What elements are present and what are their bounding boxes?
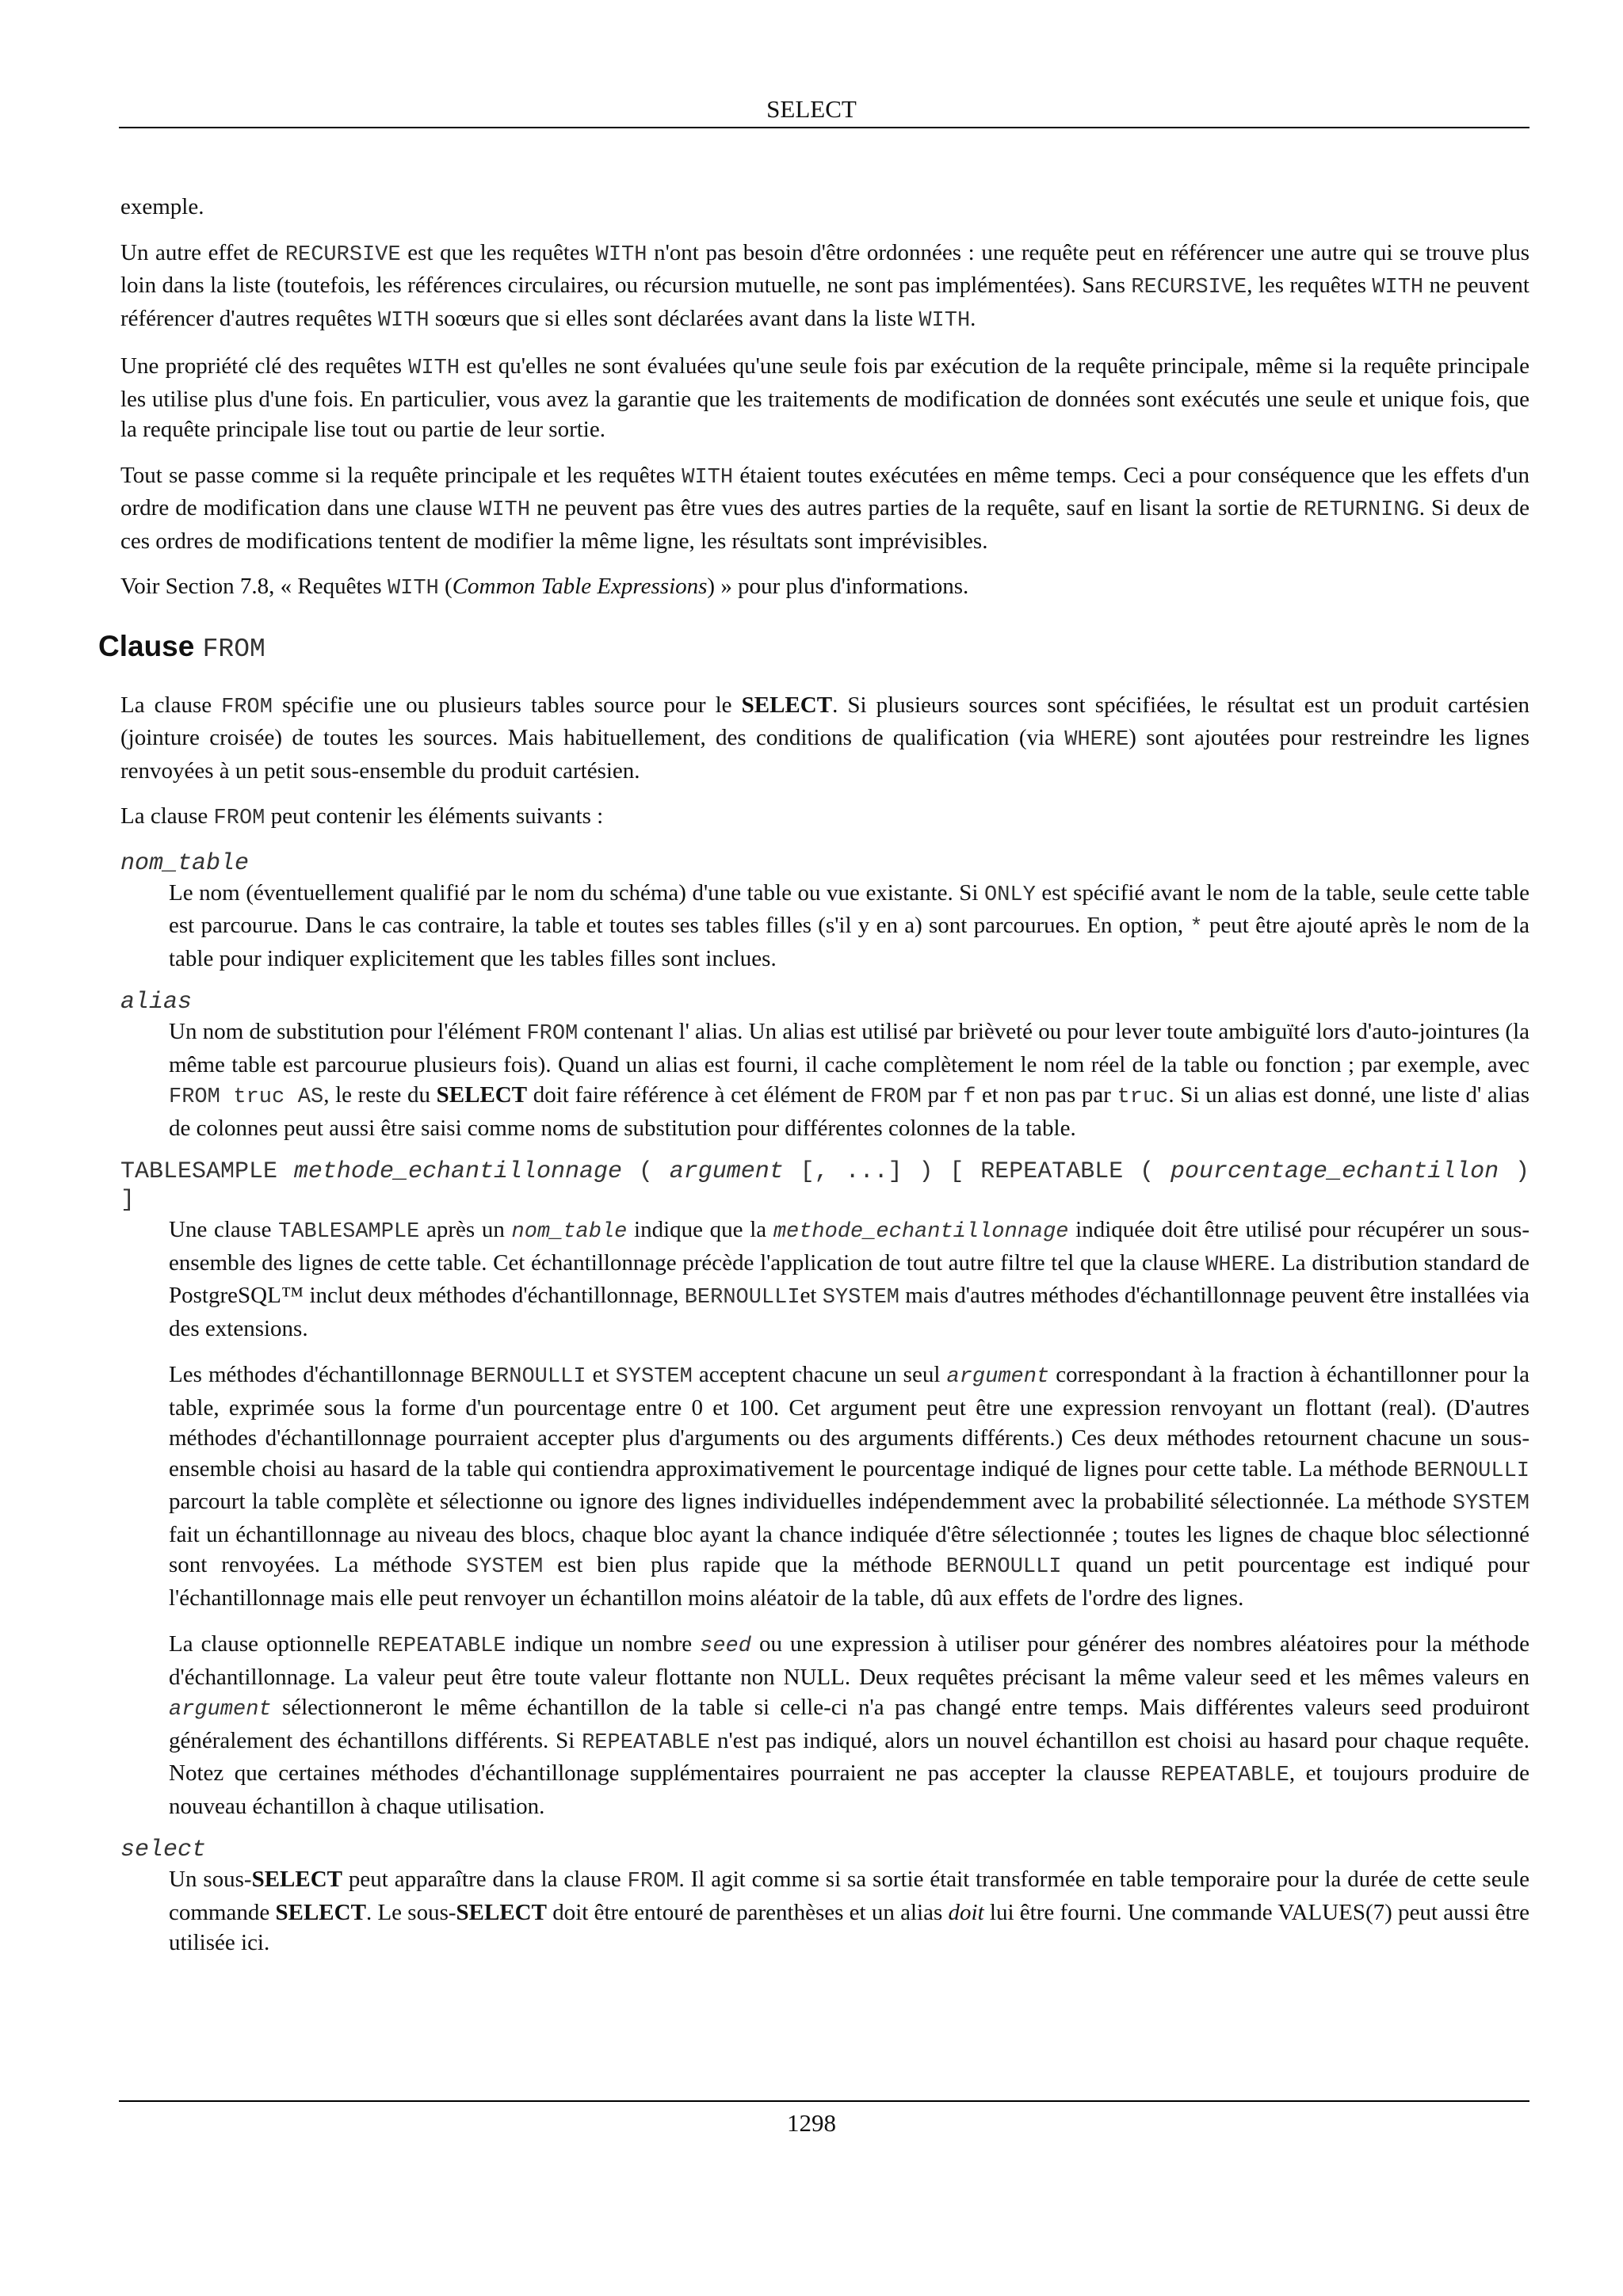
page-body: [0, 192, 1623, 1973]
term-tablesample: TABLESAMPLE methode_echantillonnage ( argument [, ...] ) [ REPEATABLE ( pourcentage_echantillon ) ]: [120, 1158, 1529, 1214]
definition-nom-table: Le nom (éventuellement qualifié par le nom du schéma) d'une table ou vue existante. Si ONLY est spécifié avant le nom de la table, seule cette table est parcourue. Dans le cas contraire, la table et toutes ses tables filles (s'il y en a) sont parcourues. En option, * peut être ajouté après le nom de la table pour indiquer explicitement que les tables filles sont inclues.: [169, 879, 1529, 971]
section-paragraph-2: La clause FROM peut contenir les éléments suivants :: [120, 803, 604, 830]
footer-rule: [119, 2100, 1529, 2102]
definition-tablesample-2: Les méthodes d'échantillonnage BERNOULLI et SYSTEM acceptent chacune un seul argument correspondant à la fraction à échantillonner pour la table, exprimée sous la forme d'un pourcentage entre 0 et 100. Cet argument peut être une expression renvoyant un flottant (real). (D'autres méthodes d'échantillonnage pourraient accepter plus d'arguments ou des arguments différents.) Ces deux méthodes retournent chacune un sous-ensemble choisi au hasard de la table qui contiendra approximativement le pourcentage indiqué de lignes pour cette table. La méthode BERNOULLI parcourt la table complète et sélectionne ou ignore des lignes individuelles indépendemment avec la probabilité sélectionnée. La méthode SYSTEM fait un échantillonnage au niveau des blocs, chaque bloc ayant la chance indiquée d'être sélectionnée ; toutes les lignes de chaque bloc sélectionné sont renvoyées. La méthode SYSTEM est bien plus rapide que la méthode BERNOULLI quand un petit pourcentage est indiqué pour l'échantillonnage mais elle peut renvoyer un échantillon moins aléatoir de la table, dû aux effets de l'ordre des lignes.: [169, 1362, 1530, 1611]
running-header: SELECT: [766, 95, 857, 123]
definition-select: Un sous-SELECT peut apparaître dans la clause FROM. Il agit comme si sa sortie était transformée en table temporaire pour la durée de cette seule commande SELECT. Le sous-SELECT doit être entouré de parenthèses et un alias doit lui être fourni. Une commande VALUES(7) peut aussi être utilisée ici.: [169, 1867, 1530, 1955]
definition-tablesample-1: Une clause TABLESAMPLE après un nom_table indique que la methode_echantillonnage indiquée doit être utilisé pour récupérer un sous-ensemble des lignes de cette table. Cet échantillonnage précède l'application de tout autre filtre tel que la clause WHERE. La distribution standard de PostgreSQL™ inclut deux méthodes d'échantillonnage, BERNOULLIet SYSTEM mais d'autres méthodes d'échantillonnage peuvent être installées via des extensions.: [169, 1217, 1530, 1341]
intro-paragraph-5: Voir Section 7.8, « Requêtes WITH (Common Table Expressions) » pour plus d'informations.: [120, 574, 969, 601]
intro-paragraph-1: exemple.: [120, 194, 204, 219]
term-select: select: [120, 1836, 207, 1863]
intro-paragraph-4: Tout se passe comme si la requête principale et les requêtes WITH étaient toutes exécutées en même temps. Ceci a pour conséquence que les effets d'un ordre de modification dans une clause WITH ne peuvent pas être vues des autres parties de la requête, sauf en lisant la sortie de RETURNING. Si deux de ces ordres de modifications tentent de modifier la même ligne, les résultats sont imprévisibles.: [120, 462, 1529, 554]
definition-alias: Un nom de substitution pour l'élément FROM contenant l' alias. Un alias est utilisé par brièveté ou pour lever toute ambiguïté lors d'auto-jointures (la même table est parcourue plusieurs fois). Quand un alias est fourni, il cache complètement le nom réel de la table ou fonction ; par exemple, avec FROM truc AS, le reste du SELECT doit faire référence à cet élément de FROM par f et non pas par truc. Si un alias est donné, une liste d' alias de colonnes peut aussi être saisi comme noms de substitution pour différentes colonnes de la table.: [169, 1019, 1530, 1141]
definition-tablesample-3: La clause optionnelle REPEATABLE indique un nombre seed ou une expression à utiliser pour générer des nombres aléatoires pour la méthode d'échantillonnage. La valeur peut être toute valeur flottante non NULL. Deux requêtes précisant la même valeur seed et les mêmes valeurs en argument sélectionneront le même échantillon de la table si celle-ci n'a pas changé entre temps. Mais différentes valeurs seed produiront généralement des échantillons différents. Si REPEATABLE n'est pas indiqué, alors un nouvel échantillon est choisi au hasard pour chaque requête. Notez que certaines méthodes d'échantillonage supplémentaires pourraient ne pas accepter la clausse REPEATABLE, et toujours produire de nouveau échantillon à chaque utilisation.: [169, 1631, 1530, 1819]
header-rule: [119, 127, 1529, 128]
section-heading: Clause FROM: [98, 629, 265, 664]
intro-paragraph-3: Une propriété clé des requêtes WITH est qu'elles ne sont évaluées qu'une seule fois par exécution de la requête principale, même si la requête principale les utilise plus d'une fois. En particulier, vous avez la garantie que les traitements de modification de données sont exécutés une seule et unique fois, que la requête principale lise tout ou partie de leur sortie.: [120, 353, 1529, 442]
intro-paragraph-2: Un autre effet de RECURSIVE est que les requêtes WITH n'ont pas besoin d'être ordonnées : une requête peut en référencer une autre qui se trouve plus loin dans la liste (toutefois, les références circulaires, ou récursion mutuelle, ne sont pas implémentées). Sans RECURSIVE, les requêtes WITH ne peuvent référencer d'autres requêtes WITH soœurs que si elles sont déclarées avant dans la liste WITH.: [120, 239, 1529, 333]
page-number: 1298: [787, 2109, 836, 2137]
section-paragraph-1: La clause FROM spécifie une ou plusieurs tables source pour le SELECT. Si plusieurs sources sont spécifiées, le résultat est un produit cartésien (jointure croisée) de toutes les sources. Mais habituellement, des conditions de qualification (via WHERE) sont ajoutées pour restreindre les lignes renvoyées à un petit sous-ensemble du produit cartésien.: [120, 692, 1529, 784]
term-nom-table: nom_table: [120, 849, 250, 877]
term-alias: alias: [120, 989, 193, 1016]
